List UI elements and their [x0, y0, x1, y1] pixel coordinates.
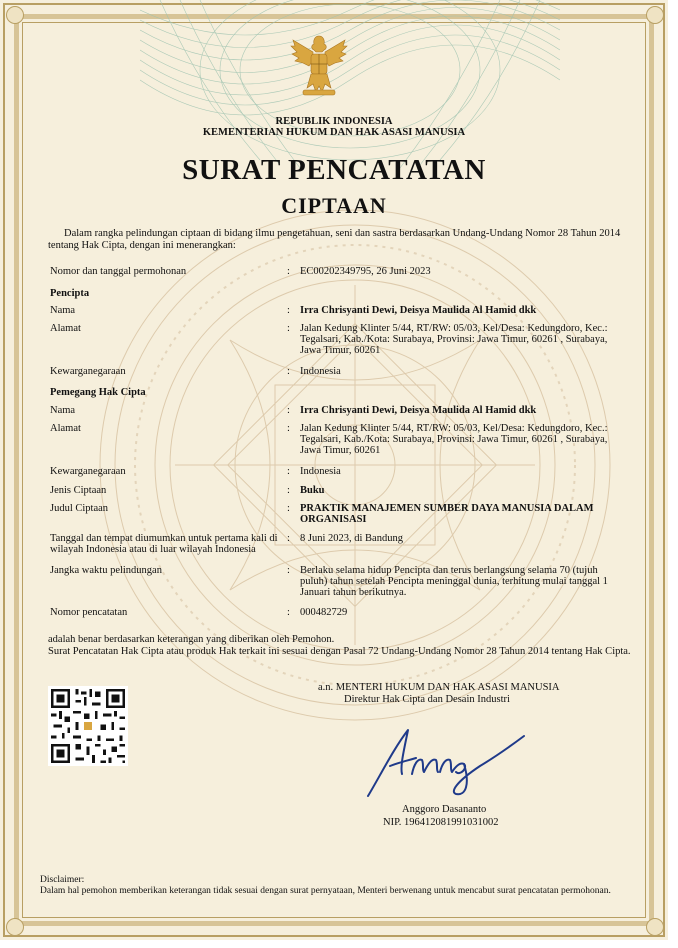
creator-name: Irra Chrisyanti Dewi, Deisya Maulida Al Hamid dkk [300, 305, 537, 316]
colon: : [287, 565, 290, 576]
holder-nationality: Indonesia [300, 466, 341, 477]
colon: : [287, 305, 290, 316]
signature-image [360, 718, 530, 800]
colon: : [287, 405, 290, 416]
qr-code-icon [48, 686, 128, 766]
creator-address: Jalan Kedung Klinter 5/44, RT/RW: 05/03, Kel/Desa: Kedungdoro, Kec.: Tegalsari, Kab./Kota: Surabaya, Provinsi: Jawa Timur, 60261 , Surabaya, Jawa Timur, 60261 [300, 323, 608, 356]
colon: : [287, 323, 290, 334]
republic-heading: REPUBLIK INDONESIA [275, 116, 393, 127]
holder-address-label: Alamat [50, 423, 81, 434]
corner-ornament-bottom-left [6, 918, 24, 936]
holder-nationality-label: Kewarganegaraan [50, 466, 126, 477]
publication-date: 8 Juni 2023, di Bandung [300, 533, 403, 544]
registration-number: 000482729 [300, 607, 348, 618]
guilloche-pattern [140, 0, 560, 175]
work-type: Buku [300, 485, 325, 496]
colon: : [287, 503, 290, 514]
creator-heading: Pencipta [50, 288, 90, 299]
holder-name: Irra Chrisyanti Dewi, Deisya Maulida Al Hamid dkk [300, 405, 537, 416]
signatory-name: Anggoro Dasananto [402, 804, 487, 815]
colon: : [287, 423, 290, 434]
colon: : [287, 533, 290, 544]
on-behalf-line: a.n. MENTERI HUKUM DAN HAK ASASI MANUSIA [318, 682, 560, 693]
signatory-nip: NIP. 196412081991031002 [383, 817, 499, 828]
application-label: Nomor dan tanggal permohonan [50, 266, 187, 277]
colon: : [287, 366, 290, 377]
disclaimer-text: Dalam hal pemohon memberikan keterangan tidak sesuai dengan surat pernyataan, Menteri berwenang untuk mencabut surat pencatatan permohonan. [40, 886, 611, 896]
publication-date-label: Tanggal dan tempat diumumkan untuk pertama kali di wilayah Indonesia atau di luar wilayah Indonesia [50, 533, 278, 555]
closing-line-2: Surat Pencatatan Hak Cipta atau produk Hak terkait ini sesuai dengan Pasal 72 Undang-Undang Nomor 28 Tahun 2014 tentang Hak Cipta. [48, 646, 631, 657]
colon: : [287, 607, 290, 618]
corner-ornament-bottom-right [646, 918, 664, 936]
creator-nationality: Indonesia [300, 366, 341, 377]
ministry-heading: KEMENTERIAN HUKUM DAN HAK ASASI MANUSIA [202, 127, 466, 138]
creator-address-label: Alamat [50, 323, 81, 334]
protection-period: Berlaku selama hidup Pencipta dan terus berlangsung selama 70 (tujuh puluh) tahun setelah Pencipta meninggal dunia, terhitung mulai tanggal 1 Januari tahun berikutnya. [300, 565, 608, 598]
work-title-label: Judul Ciptaan [50, 503, 109, 514]
protection-period-label: Jangka waktu pelindungan [50, 565, 162, 576]
closing-line-1: adalah benar berdasarkan keterangan yang diberikan oleh Pemohon. [48, 634, 335, 645]
creator-name-label: Nama [50, 305, 76, 316]
intro-paragraph: Dalam rangka pelindungan ciptaan di bidang ilmu pengetahuan, seni dan sastra berdasarkan Undang-Undang Nomor 28 Tahun 2014 tentang Hak Cipta, dengan ini menerangkan: [48, 228, 621, 251]
colon: : [287, 266, 290, 277]
colon: : [287, 485, 290, 496]
colon: : [287, 466, 290, 477]
corner-ornament-top-right [646, 6, 664, 24]
garuda-emblem-icon [289, 30, 349, 100]
registration-number-label: Nomor pencatatan [50, 607, 128, 618]
document-subtitle: CIPTAAN [281, 193, 387, 218]
creator-nationality-label: Kewarganegaraan [50, 366, 126, 377]
holder-heading: Pemegang Hak Cipta [50, 387, 146, 398]
work-type-label: Jenis Ciptaan [50, 485, 107, 496]
signatory-position: Direktur Hak Cipta dan Desain Industri [344, 694, 510, 705]
holder-name-label: Nama [50, 405, 76, 416]
corner-ornament-top-left [6, 6, 24, 24]
work-title: PRAKTIK MANAJEMEN SUMBER DAYA MANUSIA DALAM ORGANISASI [300, 503, 594, 525]
disclaimer-heading: Disclaimer: [40, 875, 85, 885]
document-title: SURAT PENCATATAN [182, 154, 486, 186]
holder-address: Jalan Kedung Klinter 5/44, RT/RW: 05/03, Kel/Desa: Kedungdoro, Kec.: Tegalsari, Kab./Kota: Surabaya, Provinsi: Jawa Timur, 60261 , Surabaya, Jawa Timur, 60261 [300, 423, 608, 456]
application-value: EC00202349795, 26 Juni 2023 [300, 266, 431, 277]
